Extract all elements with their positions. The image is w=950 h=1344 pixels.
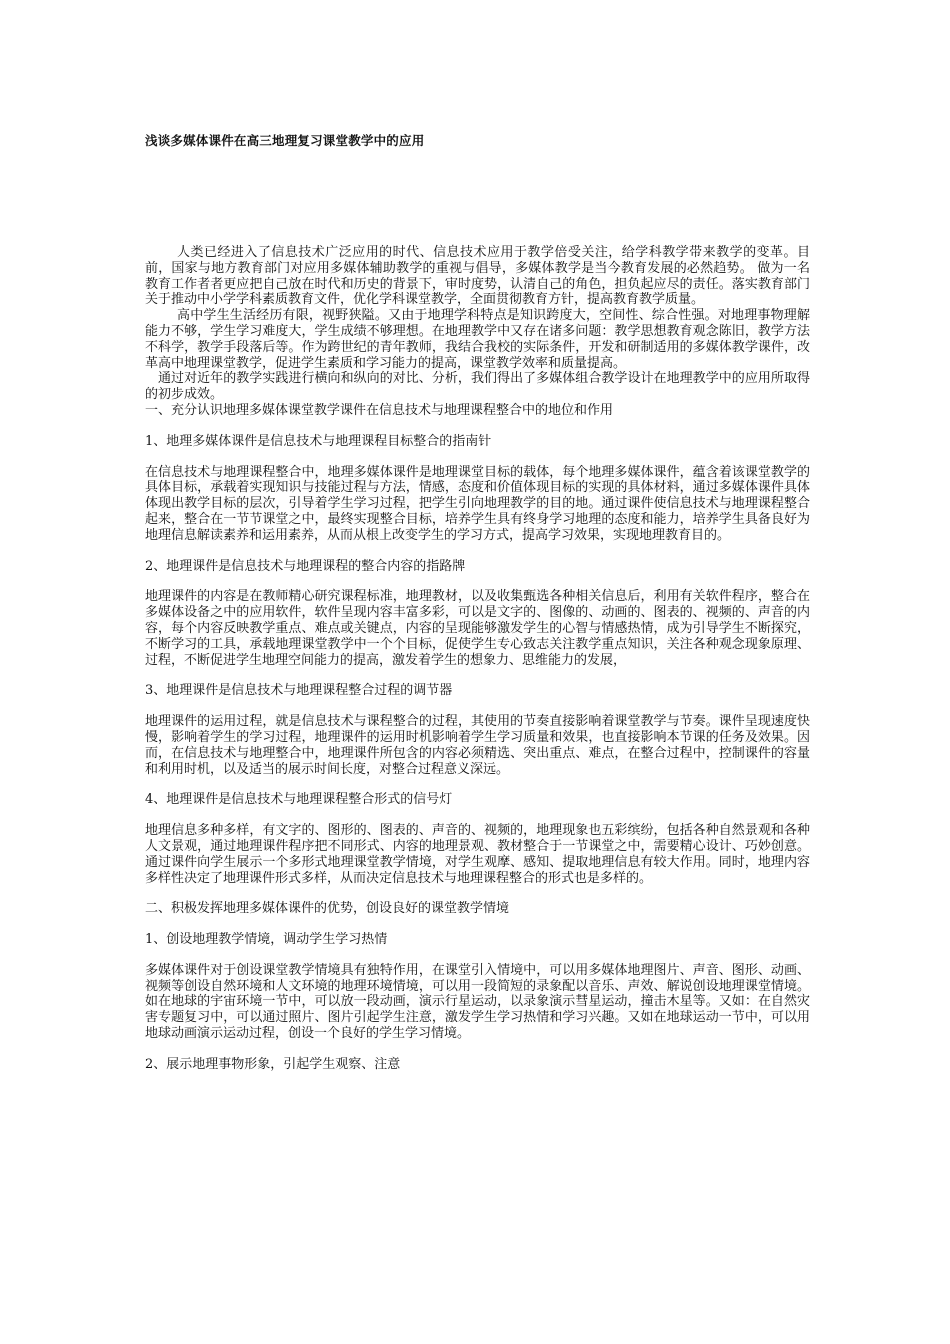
section-2-heading: 二、积极发挥地理多媒体课件的优势，创设良好的课堂教学情境 bbox=[145, 901, 510, 917]
subsection-1-2-text: 地理课件的内容是在教师精心研究课程标准，地理教材，以及收集甄选各种相关信息后，利用有关软件程序，整合在多媒体设备之中的应用软件，软件呈现内容丰富多彩，可以是文字的、图像的、动画的、图表的、视频的、声音的内容，每个内容反映教学重点、难点或关键点，内容的呈现能够激发学生的心智与情感热情，成为引导学生不断探究，不断学习的工具，承载地理课堂教学中一个个目标，促使学生专心致志关注教学重点知识，关注各种观念现象原理、过程，不断促进学生地理空间能力的提高，激发着学生的想象力、思维能力的发展， bbox=[145, 589, 810, 668]
subsection-2-1-heading: 1、创设地理教学情境，调动学生学习热情 bbox=[145, 932, 388, 948]
subsection-2-1-text: 多媒体课件对于创设课堂教学情境具有独特作用，在课堂引入情境中，可以用多媒体地理图片、声音、图形、动画、视频等创设自然环境和人文环境的地理环境情境，可以用一段简短的录象配以音乐、声效、解说创设地理课堂情境。如在地球的宇宙环境一节中，可以放一段动画，演示行星运动，以录象演示彗星运动，撞击木星等。又如：在自然灾害专题复习中，可以通过照片、图片引起学生注意，激发学生学习热情和学习兴趣。又如在地球运动一节中，可以用地球动画演示运动过程，创设一个良好的学生学习情境。 bbox=[145, 962, 810, 1042]
subsection-1-4-heading: 4、地理课件是信息技术与地理课程整合形式的信号灯 bbox=[145, 792, 453, 808]
subsection-1-4-text: 地理信息多种多样，有文字的、图形的、图表的、声音的、视频的，地理现象也五彩缤纷，包括各种自然景观和各种人文景观，通过地理课件程序把不同形式、内容的地理景观、教材整合于一节课堂之中，需要精心设计、巧妙创意。通过课件向学生展示一个多形式地理课堂教学情境，对学生观摩、感知、提取地理信息有较大作用。同时，地理内容多样性决定了地理课件形式多样，从而决定信息技术与地理课程整合的形式也是多样的。 bbox=[145, 823, 810, 886]
document-page bbox=[145, 0, 810, 1344]
subsection-2-2-heading: 2、展示地理事物形象，引起学生观察、注意 bbox=[145, 1056, 401, 1072]
subsection-1-3-heading: 3、地理课件是信息技术与地理课程整合过程的调节器 bbox=[145, 683, 453, 699]
section-1-heading: 一、充分认识地理多媒体课堂教学课件在信息技术与地理课程整合中的地位和作用 bbox=[145, 402, 614, 418]
subsection-1-1-heading: 1、地理多媒体课件是信息技术与地理课程目标整合的指南针 bbox=[145, 433, 492, 449]
intro-paragraph-1: 人类已经进入了信息技术广泛应用的时代、信息技术应用于教学倍受关注，给学科教学带来教学的变革。目前，国家与地方教育部门对应用多媒体辅助教学的重视与倡导，多媒体教学是当今教育发展的必然趋势。 做为一名教育工作者者更应把自己放在时代和历史的背景下，审时度势，认清自己的角色，担负起应尽的责任。落实教育部门关于推动中小学学科素质教育文件，优化学科课堂教学，全面贯彻教育方针，提高教育教学质量。 bbox=[145, 245, 810, 308]
intro-paragraph-2: 高中学生生活经历有限，视野狭隘。又由于地理学科特点是知识跨度大，空间性、综合性强。对地理事物理解能力不够，学生学习难度大，学生成绩不够理想。在地理教学中又存在诸多问题：教学思想教育观念陈旧，教学方法不科学，教学手段落后等。作为跨世纪的青年教师，我结合我校的实际条件，开发和研制适用的多媒体教学课件，改革高中地理课堂教学，促进学生素质和学习能力的提高，课堂教学效率和质量提高。 bbox=[145, 308, 810, 371]
subsection-1-3-text: 地理课件的运用过程，就是信息技术与课程整合的过程，其使用的节奏直接影响着课堂教学与节奏。课件呈现速度快慢，影响着学生的学习过程，地理课件的运用时机影响着学生学习质量和效果，也直接影响本节课的任务及效果。因而，在信息技术与地理整合中，地理课件所包含的内容必须精选、突出重点、难点，在整合过程中，控制课件的容量和利用时机，以及适当的展示时间长度，对整合过程意义深远。 bbox=[145, 714, 810, 777]
subsection-1-1-text: 在信息技术与地理课程整合中，地理多媒体课件是地理课堂目标的载体，每个地理多媒体课件，蕴含着该课堂教学的具体目标，承载着实现知识与技能过程与方法，情感，态度和价值体现目标的实现的具体材料，通过多媒体课件具体体现出教学目标的层次，引导着学生学习过程，把学生引向地理教学的目的地。通过课件使信息技术与地理课程整合起来，整合在一节节课堂之中，最终实现整合目标，培养学生具有终身学习地理的态度和能力，培养学生具备良好为地理信息解读素养和运用素养，从而从根上改变学生的学习方式，提高学习效果，实现地理教育目的。 bbox=[145, 464, 810, 543]
intro-paragraph-3: 通过对近年的教学实践进行横向和纵向的对比、分析，我们得出了多媒体组合教学设计在地理教学中的应用所取得的初步成效。 bbox=[145, 371, 810, 403]
subsection-1-2-heading: 2、地理课件是信息技术与地理课程的整合内容的指路牌 bbox=[145, 558, 466, 574]
document-body bbox=[145, 245, 810, 1073]
document-title: 浅谈多媒体课件在高三地理复习课堂教学中的应用 bbox=[145, 133, 425, 148]
